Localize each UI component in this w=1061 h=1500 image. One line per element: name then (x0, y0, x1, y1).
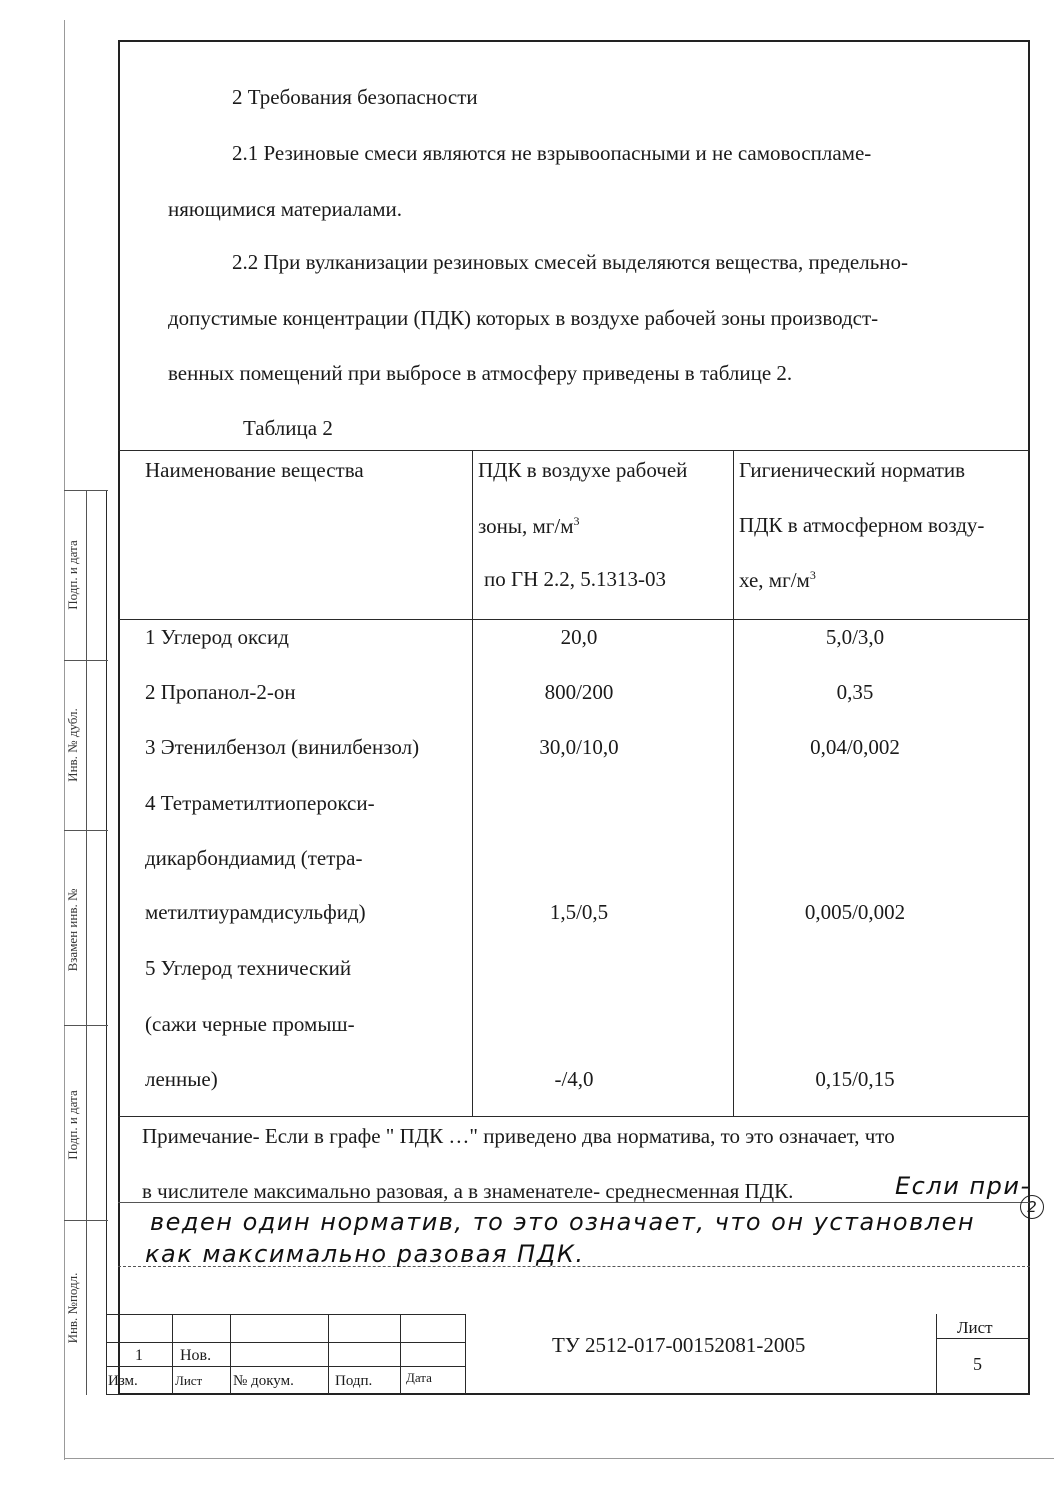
table-col-divider-2 (733, 450, 734, 1116)
row-2-pdk-work: 800/200 (544, 680, 614, 704)
stamp-div-1 (64, 490, 108, 491)
col-label-sign: Подп. (335, 1373, 373, 1389)
note-divider (118, 1202, 1030, 1203)
row-5-name-line-1: 5 Углерод технический (145, 956, 352, 980)
stamp-label-dup-inv: Инв. № дубл. (65, 708, 80, 782)
handwritten-line-1: Если при- (895, 1172, 1031, 1200)
header-pdk-atm-line-3 (739, 569, 816, 591)
header-pdk-atm-unit: хе, мг/м (739, 568, 810, 592)
row-1-pdk-work: 20,0 (560, 625, 598, 649)
header-pdk-atm-line-2: ПДК в атмосферном возду- (739, 513, 985, 537)
note-line-1: Примечание- Если в графе " ПДК …" приведено два норматива, то это означает, что (142, 1124, 895, 1148)
izm-value: 1 (135, 1347, 143, 1364)
document-code: ТУ 2512-017-00152081-2005 (552, 1333, 806, 1357)
row-1-pdk-atm: 5,0/3,0 (825, 625, 885, 649)
row-4-pdk-atm: 0,005/0,002 (804, 900, 906, 924)
titleblock-low-border (106, 1366, 466, 1367)
header-pdk-work-line-2 (478, 515, 580, 537)
handwritten-mark-text: 2 (1027, 1198, 1037, 1216)
row-4-pdk-work: 1,5/0,5 (549, 900, 609, 924)
titleblock-div-6 (936, 1314, 937, 1394)
row-4-name-line-1: 4 Тетраметилтиоперокси- (145, 791, 375, 815)
row-3-pdk-atm: 0,04/0,002 (810, 735, 900, 759)
handwritten-circle-mark (1020, 1195, 1044, 1219)
table-col-divider-1 (472, 450, 473, 1116)
handwritten-line-3: как максимально разовая ПДК. (145, 1240, 585, 1268)
header-substance-name: Наименование вещества (145, 458, 364, 482)
section-title: 2 Требования безопасности (232, 85, 478, 109)
header-pdk-work-line-3: по ГН 2.2, 5.1313-03 (484, 567, 667, 591)
table-header-bottom-border (118, 619, 1030, 620)
titleblock-mid-border (106, 1342, 466, 1343)
titleblock-top-border (106, 1314, 466, 1315)
header-pdk-work-unit: зоны, мг/м (478, 514, 574, 538)
paragraph-2-1-line-2: няющимися материалами. (168, 197, 402, 221)
row-1-name: 1 Углерод оксид (145, 625, 289, 649)
row-5-name-line-2: (сажи черные промыш- (145, 1012, 355, 1036)
paragraph-2-2-line-1: 2.2 При вулканизации резиновых смесей выделяются вещества, предельно- (232, 250, 909, 274)
col-label-date: Дата (406, 1370, 432, 1385)
header-pdk-work-line-1: ПДК в воздухе рабочей (478, 458, 688, 482)
stamp-strip-inner-line (86, 490, 87, 1395)
paragraph-2-1-line-1: 2.1 Резиновые смеси являются не взрывоопасными и не самовоспламе- (232, 141, 872, 165)
page-bottom-edge (64, 1458, 1054, 1459)
paragraph-2-2-line-3: венных помещений при выбросе в атмосферу приведены в таблице 2. (168, 361, 793, 385)
titleblock-div-1 (172, 1314, 173, 1394)
sheet-cell-divider (936, 1338, 1030, 1339)
row-5-pdk-work: -/4,0 (554, 1067, 594, 1091)
row-4-name-line-3: метилтиурамдисульфид) (145, 900, 366, 924)
table-body-bottom-border (118, 1116, 1030, 1117)
stamp-label-sign-date-2: Подп. и дата (65, 1090, 80, 1160)
table-caption: Таблица 2 (243, 416, 333, 440)
col-label-izm: Изм. (108, 1373, 138, 1389)
col-label-list: Лист (175, 1373, 203, 1388)
table-top-border (118, 450, 1030, 451)
stamp-div-2 (64, 660, 108, 661)
row-5-pdk-atm: 0,15/0,15 (815, 1067, 895, 1091)
stamp-div-3 (64, 830, 108, 831)
stamp-label-sign-date-1: Подп. и дата (65, 540, 80, 610)
stamp-div-4 (64, 1025, 108, 1026)
sheet-label: Лист (957, 1318, 993, 1337)
titleblock-div-4 (400, 1314, 401, 1394)
header-pdk-atm-line-1: Гигиенический норматив (739, 458, 966, 482)
list-value: Нов. (180, 1347, 212, 1364)
stamp-label-replace-inv: Взамен инв. № (65, 888, 80, 972)
paragraph-2-2-line-2: допустимые концентрации (ПДК) которых в воздухе рабочей зоны производст- (168, 306, 879, 330)
frame-bottom-extension (106, 1394, 120, 1395)
header-pdk-work-unit-sup: 3 (573, 514, 580, 528)
titleblock-div-5 (465, 1314, 466, 1394)
handwritten-line-2: веден один норматив, то это означает, что он установлен (150, 1208, 976, 1236)
row-2-name: 2 Пропанол-2-он (145, 680, 296, 704)
row-3-pdk-work: 30,0/10,0 (539, 735, 619, 759)
row-3-name: 3 Этенилбензол (винилбензол) (145, 735, 420, 759)
row-4-name-line-2: дикарбондиамид (тетра- (145, 846, 363, 870)
note-line-2: в числителе максимально разовая, а в знаменателе- среднесменная ПДК. (142, 1179, 794, 1203)
row-2-pdk-atm: 0,35 (836, 680, 874, 704)
row-5-name-line-3: ленные) (145, 1067, 218, 1091)
stamp-div-5 (64, 1220, 108, 1221)
sheet-number: 5 (973, 1354, 982, 1374)
stamp-label-original-inv: Инв. №подл. (65, 1272, 80, 1344)
col-label-doc-num: № докум. (233, 1373, 294, 1389)
header-pdk-atm-unit-sup: 3 (809, 568, 816, 582)
titleblock-div-2 (230, 1314, 231, 1394)
stamp-strip-right-border (106, 490, 107, 1395)
titleblock-div-3 (328, 1314, 329, 1394)
